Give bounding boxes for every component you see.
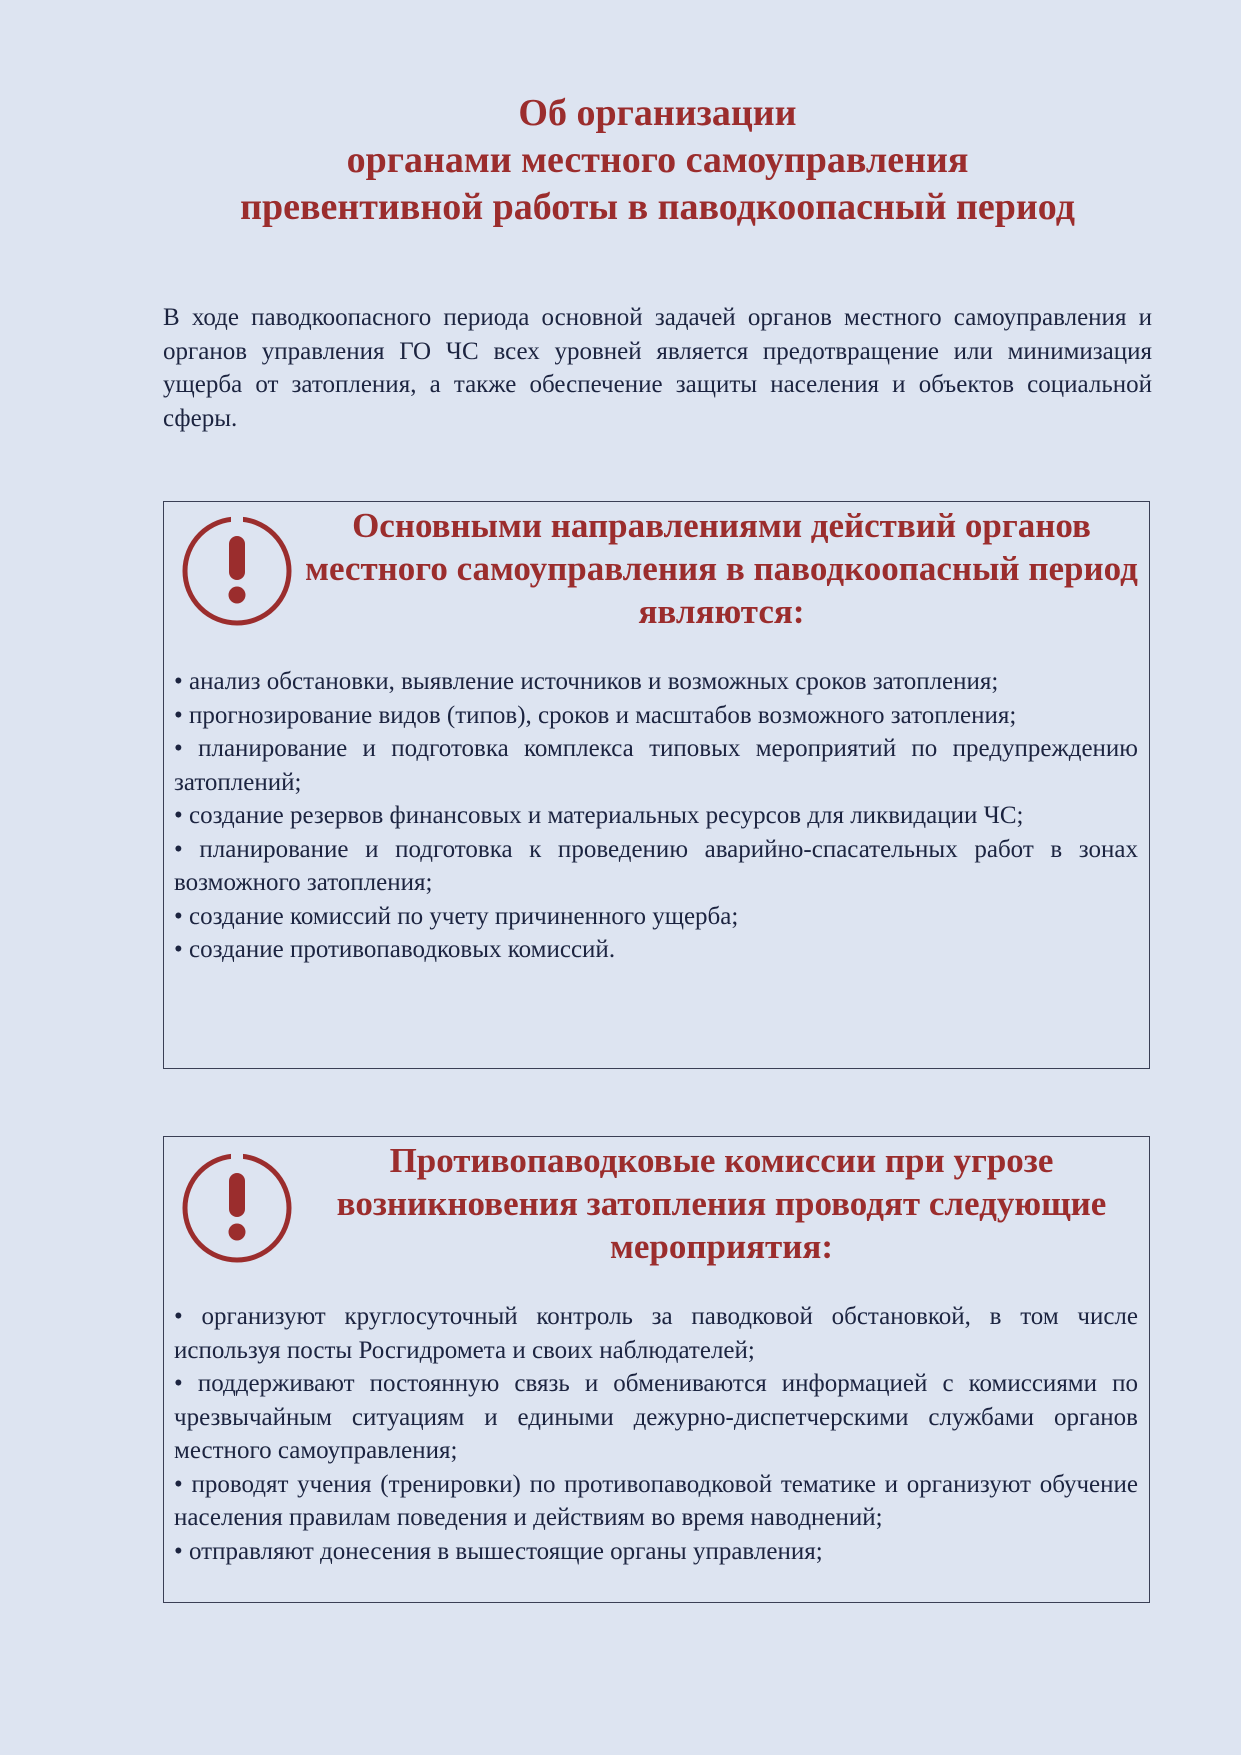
list-item: • отправляют донесения в вышестоящие органы управления;: [174, 1537, 823, 1565]
list-item: • поддерживают постоянную связь и обмениваются информацией с комиссиями по чрезвычайным ситуациям и едиными дежурно-диспетчерскими службами органов местного самоуправления;: [174, 1370, 1138, 1464]
exclamation-circle-icon: [180, 1151, 294, 1265]
title-line-2: органами местного самоуправления: [346, 139, 969, 181]
section-flood-commissions: [163, 1136, 1150, 1603]
section-heading: Основными направлениями действий органов местного самоуправления в паводкоопасный период являются:: [305, 506, 1138, 631]
list-item: • создание противопаводковых комиссий.: [174, 936, 616, 963]
list-item: • планирование и подготовка к проведению аварийно-спасательных работ в зонах возможного затопления;: [174, 835, 1138, 896]
list-item: • прогнозирование видов (типов), сроков и масштабов возможного затопления;: [174, 701, 1017, 729]
title-line-3: превентивной работы в паводкоопасный период: [240, 186, 1075, 228]
list-item: • создание комиссий по учету причиненного ущерба;: [174, 902, 739, 930]
list-item: • организуют круглосуточный контроль за паводковой обстановкой, в том числе используя посты Росгидромета и своих наблюдателей;: [174, 1303, 1138, 1364]
exclamation-circle-icon: [180, 514, 294, 628]
section-heading: Противопаводковые комиссии при угрозе возникновения затопления проводят следующие мероприятия:: [336, 1141, 1107, 1266]
section-main-directions: [163, 501, 1150, 1069]
list-item: • создание резервов финансовых и материальных ресурсов для ликвидации ЧС;: [174, 802, 1024, 829]
intro-paragraph: В ходе паводкоопасного периода основной задачей органов местного самоуправления и органов управления ГО ЧС всех уровней является предотвращение или минимизация ущерба от затопления, а также обеспечение защиты населения и объектов социальной сферы.: [163, 304, 1152, 432]
list-item: • проводят учения (тренировки) по противопаводковой тематике и организуют обучение населения правилам поведения и действиям во время наводнений;: [174, 1470, 1138, 1531]
section-list: [174, 665, 1138, 967]
list-item: • планирование и подготовка комплекса типовых мероприятий по предупреждению затоплений;: [174, 735, 1138, 796]
page-title: [150, 90, 1165, 231]
list-item: • анализ обстановки, выявление источников и возможных сроков затопления;: [174, 668, 999, 695]
section-list: [174, 1300, 1138, 1568]
title-line-1: Об организации: [518, 92, 797, 134]
